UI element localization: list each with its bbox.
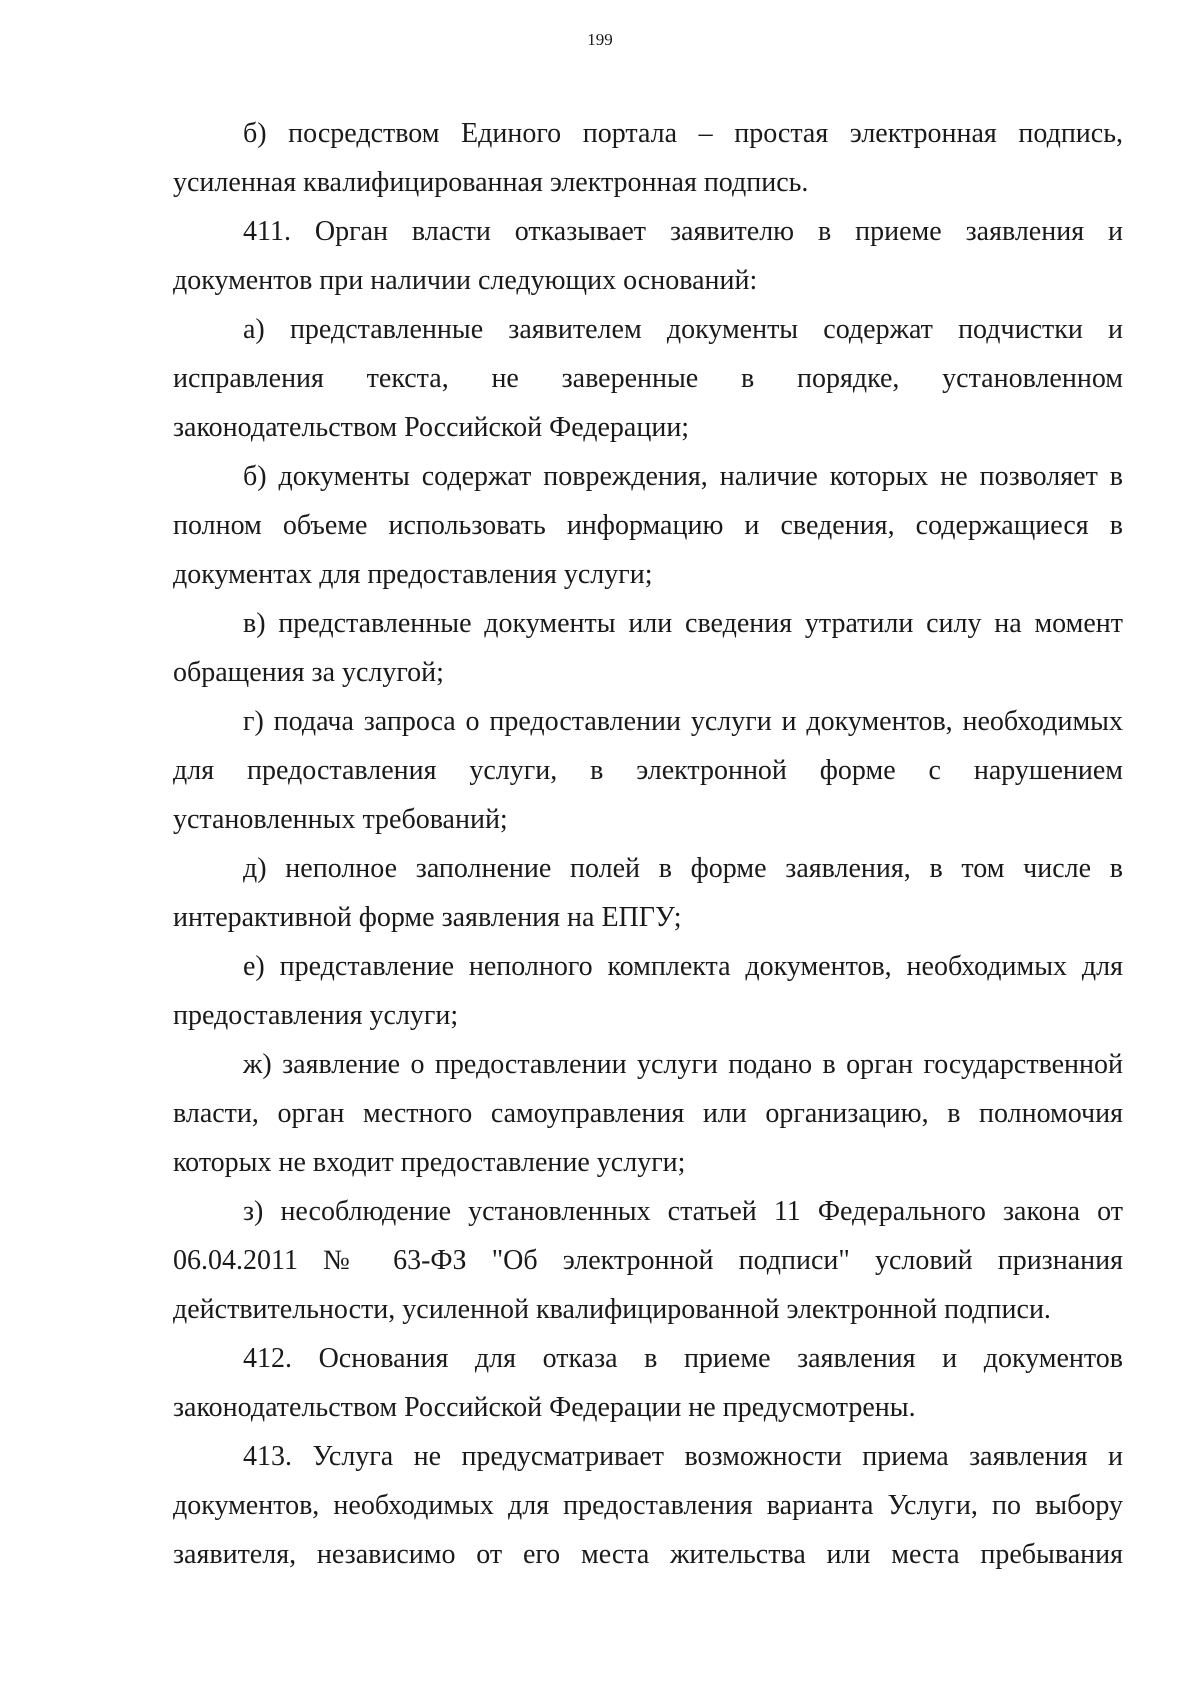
page-number: 199 [587, 30, 613, 49]
paragraph-b-signature: б) посредством Единого портала – простая электронная подпись, усиленная квалифицированная электронная подпись. [173, 118, 1123, 198]
paragraph-a-corrections: а) представленные заявителем документы содержат подчистки и исправления текста, не заверенные в порядке, установленном законодательством Российской Федерации; [173, 314, 1123, 443]
paragraph-zh-wrong-authority: ж) заявление о предоставлении услуги подано в орган государственной власти, орган местного самоуправления или организацию, в полномочия которых не входит предоставление услуги; [173, 1049, 1123, 1178]
paragraph-g-electronic-form: г) подача запроса о предоставлении услуги и документов, необходимых для предоставления услуги, в электронной форме с нарушением установленных требований; [173, 706, 1123, 835]
paragraph-b-damage: б) документы содержат повреждения, наличие которых не позволяет в полном объеме использовать информацию и сведения, содержащиеся в документах для предоставления услуги; [173, 461, 1123, 590]
paragraph-411: 411. Орган власти отказывает заявителю в приеме заявления и документов при наличии следующих оснований: [173, 216, 1123, 296]
paragraph-z-signature-validity: з) несоблюдение установленных статьей 11 Федерального закона от 06.04.2011 № 63-ФЗ "Об электронной подписи" условий признания действительности, усиленной квалифицированной электронной подписи. [173, 1196, 1123, 1325]
paragraph-412: 412. Основания для отказа в приеме заявления и документов законодательством Российской Федерации не предусмотрены. [173, 1343, 1123, 1423]
paragraph-413: 413. Услуга не предусматривает возможности приема заявления и документов, необходимых для предоставления варианта Услуги, по выбору заявителя, независимо от его места жительства или места пребывания [173, 1441, 1123, 1570]
paragraph-d-incomplete-fields: д) неполное заполнение полей в форме заявления, в том числе в интерактивной форме заявления на ЕПГУ; [173, 853, 1123, 933]
document-body [173, 109, 1123, 1579]
paragraph-v-expired: в) представленные документы или сведения утратили силу на момент обращения за услугой; [173, 608, 1123, 688]
paragraph-e-incomplete-documents: е) представление неполного комплекта документов, необходимых для предоставления услуги; [173, 951, 1123, 1031]
